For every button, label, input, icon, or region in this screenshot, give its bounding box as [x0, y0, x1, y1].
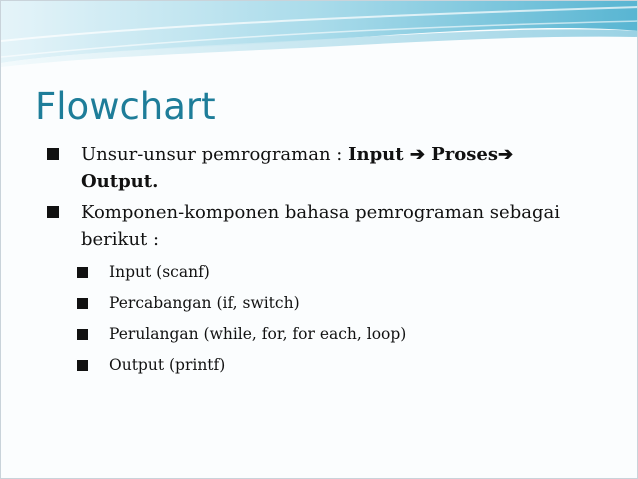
keyword-proses: Proses	[431, 144, 498, 165]
arrow-right-icon: ➔	[497, 144, 514, 165]
square-bullet-icon	[77, 267, 88, 278]
slide-title: Flowchart	[35, 85, 216, 128]
square-bullet-icon	[47, 148, 59, 160]
bullet-text: Komponen-komponen bahasa pemrograman sebagai berikut :	[81, 202, 560, 250]
sub-list-item	[77, 319, 607, 350]
keyword-input: Input	[348, 144, 404, 165]
bullet-text: Unsur-unsur pemrograman :	[81, 144, 349, 165]
square-bullet-icon	[77, 329, 88, 340]
sub-bullet-text: Perulangan (while, for, for each, loop)	[109, 325, 407, 343]
list-item	[47, 199, 607, 253]
sub-bullet-text: Output (printf)	[109, 356, 226, 374]
square-bullet-icon	[77, 360, 88, 371]
sub-bullet-text: Percabangan (if, switch)	[109, 294, 300, 312]
sub-list-item	[77, 350, 607, 381]
decorative-wave-banner	[1, 1, 638, 71]
sub-list-item	[77, 288, 607, 319]
sub-bullet-text: Input (scanf)	[109, 263, 210, 281]
square-bullet-icon	[77, 298, 88, 309]
sub-list-item	[77, 257, 607, 288]
bullet-list	[47, 141, 607, 381]
keyword-output: Output.	[81, 171, 159, 192]
list-item	[47, 141, 607, 195]
square-bullet-icon	[47, 206, 59, 218]
arrow-right-icon: ➔	[403, 144, 432, 165]
